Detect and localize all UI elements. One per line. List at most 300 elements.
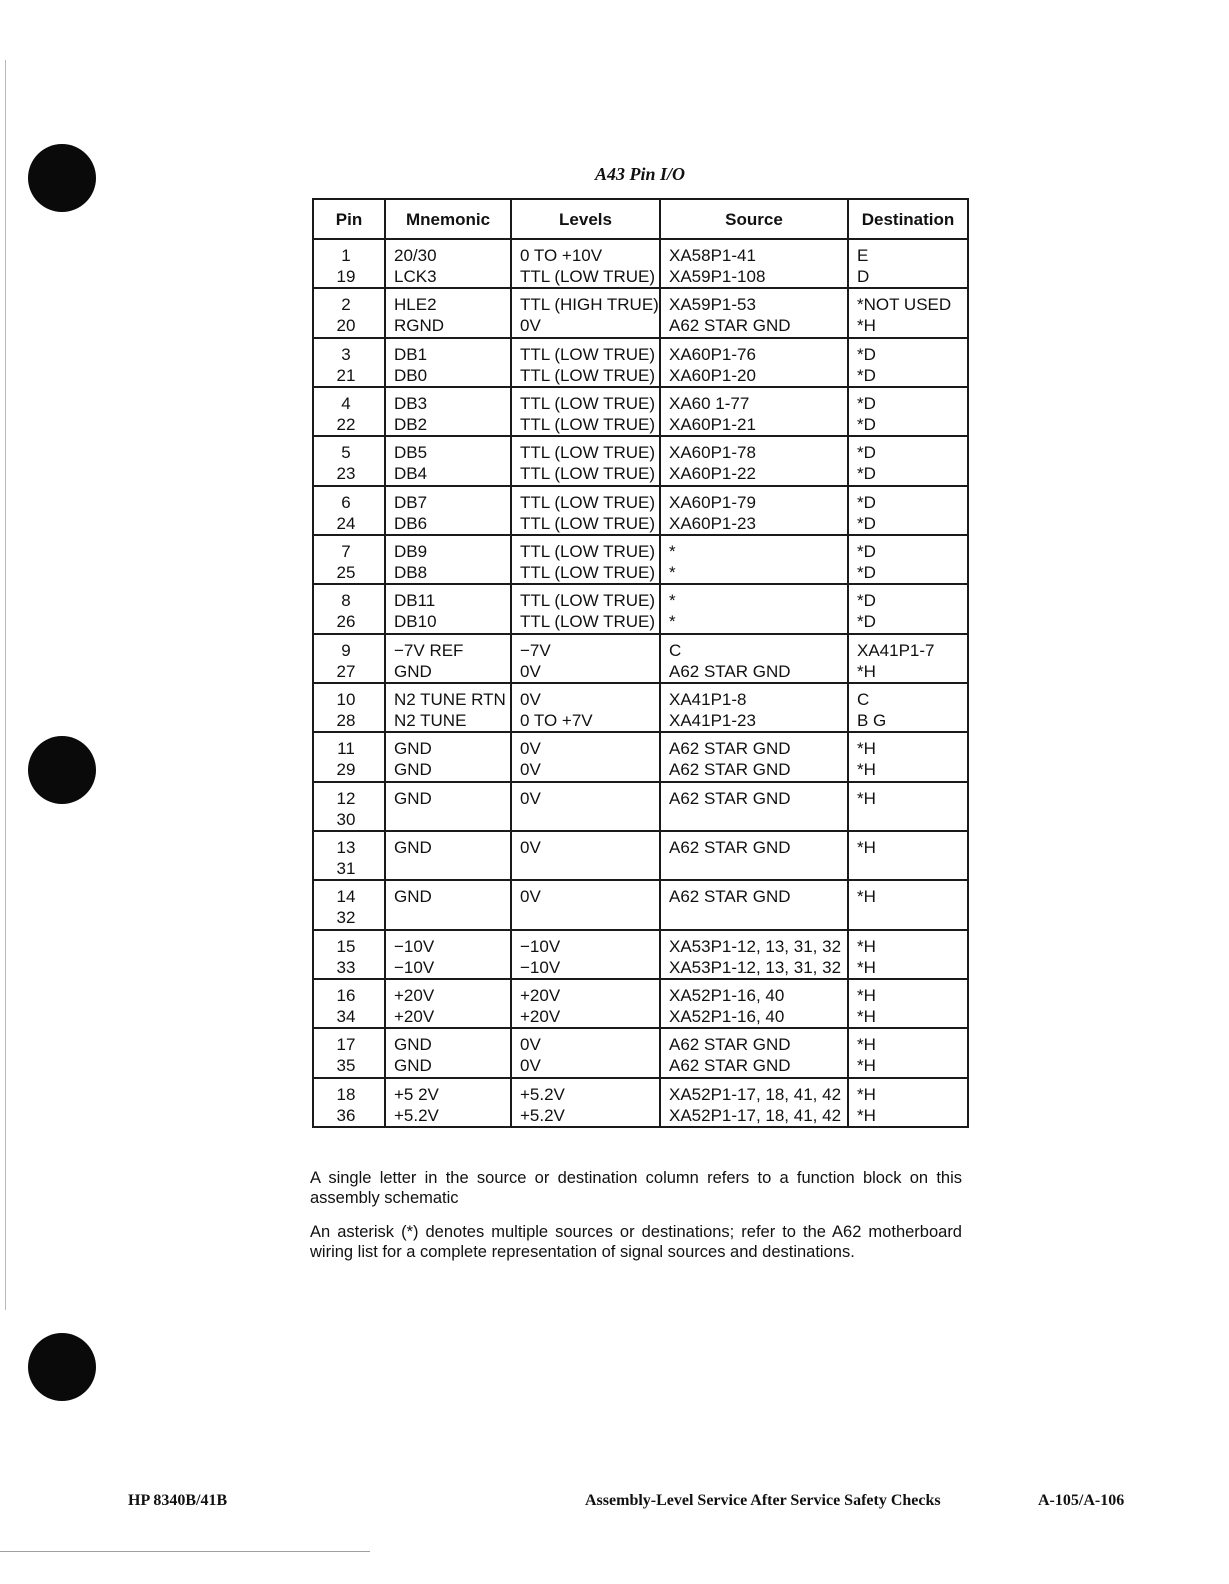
source-line: A62 STAR GND: [669, 739, 791, 759]
levels-line: TTL (LOW TRUE): [520, 513, 656, 533]
destination-cell: [848, 782, 968, 831]
mnemonic-line: RGND: [394, 316, 445, 336]
destination-cell: [848, 979, 968, 1028]
table-row: [313, 732, 968, 781]
pin-line: 34: [336, 1006, 356, 1026]
levels-line: 0V: [520, 316, 541, 336]
pin-line: 13: [336, 837, 356, 857]
pin-line: 12: [336, 788, 356, 808]
pin-cell: [313, 1078, 385, 1127]
pin-line: 31: [336, 858, 356, 878]
note-asterisk: An asterisk (*) denotes multiple sources or destinations; refer to the A62 motherboard wiring list for a complete representation of signal sources and destinations.: [310, 1223, 962, 1261]
header-levels: Levels: [511, 199, 660, 239]
destination-line: *D: [857, 591, 876, 611]
destination-cell: [848, 683, 968, 732]
destination-line: *H: [857, 316, 876, 336]
pin-cell: [313, 683, 385, 732]
mnemonic-cell: [385, 535, 511, 584]
source-line: XA60 1-77: [669, 393, 750, 413]
mnemonic-line: DB11: [394, 591, 436, 611]
source-line: [669, 809, 847, 830]
pin-cell: [313, 486, 385, 535]
pin-line: 11: [337, 739, 355, 759]
mnemonic-line: LCK3: [394, 267, 437, 286]
source-cell: [660, 584, 848, 633]
mnemonic-cell: [385, 831, 511, 880]
destination-cell: [848, 732, 968, 781]
table-row: [313, 683, 968, 732]
table-row: [313, 634, 968, 683]
levels-line: [520, 907, 659, 928]
table-row: [313, 880, 968, 929]
pin-line: 33: [336, 957, 356, 977]
destination-line: *H: [857, 985, 876, 1005]
destination-line: *H: [857, 661, 876, 681]
pin-line: 18: [336, 1084, 356, 1104]
source-line: *: [669, 612, 676, 632]
destination-line: *H: [857, 739, 876, 759]
destination-line: E: [857, 246, 869, 265]
source-line: *: [669, 591, 676, 611]
mnemonic-cell: [385, 683, 511, 732]
source-line: XA60P1-20: [669, 365, 756, 385]
footer-section-title: Assembly-Level Service After Service Safety Checks: [585, 1492, 941, 1509]
levels-cell: [511, 930, 660, 979]
levels-line: TTL (LOW TRUE): [520, 344, 656, 364]
pin-line: 9: [341, 640, 351, 660]
destination-line: *D: [857, 344, 876, 364]
mnemonic-line: HLE2: [394, 295, 437, 315]
table-row: [313, 239, 968, 288]
pin-line: 15: [336, 936, 356, 956]
levels-line: +20V: [520, 1006, 561, 1026]
mnemonic-line: [394, 858, 510, 879]
pin-line: 28: [336, 710, 356, 730]
mnemonic-line: GND: [394, 788, 432, 808]
levels-line: TTL (LOW TRUE): [520, 591, 656, 611]
levels-cell: [511, 584, 660, 633]
mnemonic-cell: [385, 930, 511, 979]
destination-line: *D: [857, 562, 876, 582]
destination-line: XA41P1-7: [857, 640, 935, 660]
levels-line: −10V: [520, 957, 561, 977]
pin-cell: [313, 436, 385, 485]
levels-line: 0 TO +10V: [520, 246, 603, 265]
mnemonic-cell: [385, 387, 511, 436]
source-line: XA59P1-53: [669, 295, 756, 315]
source-cell: [660, 436, 848, 485]
source-cell: [660, 239, 848, 288]
destination-line: [857, 809, 967, 830]
table-row: [313, 930, 968, 979]
levels-line: TTL (LOW TRUE): [520, 492, 656, 512]
levels-line: 0V: [520, 788, 541, 808]
levels-line: 0V: [520, 739, 541, 759]
destination-line: *NOT USED: [857, 295, 952, 315]
destination-line: D: [857, 267, 870, 286]
destination-line: *H: [857, 1006, 876, 1026]
source-cell: [660, 782, 848, 831]
pin-cell: [313, 387, 385, 436]
header-source: Source: [660, 199, 848, 239]
levels-line: TTL (LOW TRUE): [520, 464, 656, 484]
levels-line: [520, 809, 659, 830]
source-cell: [660, 634, 848, 683]
destination-line: *H: [857, 957, 876, 977]
table-row: [313, 831, 968, 880]
levels-line: 0V: [520, 689, 541, 709]
mnemonic-line: GND: [394, 661, 432, 681]
mnemonic-line: −10V: [394, 936, 435, 956]
pin-cell: [313, 634, 385, 683]
source-line: A62 STAR GND: [669, 1056, 791, 1076]
levels-line: 0V: [520, 1035, 541, 1055]
destination-cell: [848, 831, 968, 880]
pin-cell: [313, 782, 385, 831]
mnemonic-line: −10V: [394, 957, 435, 977]
mnemonic-line: 20/30: [394, 246, 437, 265]
mnemonic-line: DB0: [394, 365, 428, 385]
levels-line: TTL (HIGH TRUE): [520, 295, 659, 315]
source-line: *: [669, 562, 676, 582]
pin-line: 29: [336, 760, 356, 780]
source-line: XA60P1-78: [669, 443, 756, 463]
margin-line: [5, 60, 6, 1310]
destination-line: *H: [857, 1105, 876, 1125]
destination-cell: [848, 387, 968, 436]
destination-cell: [848, 930, 968, 979]
mnemonic-line: DB4: [394, 464, 428, 484]
mnemonic-line: N2 TUNE RTN: [394, 689, 506, 709]
pin-line: 27: [336, 661, 356, 681]
pin-line: 16: [336, 985, 356, 1005]
source-line: A62 STAR GND: [669, 837, 791, 857]
mnemonic-line: GND: [394, 760, 432, 780]
bottom-rule: [0, 1551, 370, 1552]
mnemonic-line: [394, 809, 510, 830]
levels-line: +20V: [520, 985, 561, 1005]
header-pin: Pin: [313, 199, 385, 239]
destination-line: *D: [857, 612, 876, 632]
source-line: XA52P1-17, 18, 41, 42: [669, 1084, 842, 1104]
destination-line: *D: [857, 365, 876, 385]
pin-line: 7: [341, 541, 351, 561]
mnemonic-cell: [385, 880, 511, 929]
source-line: A62 STAR GND: [669, 760, 791, 780]
pin-line: 6: [341, 492, 351, 512]
mnemonic-cell: [385, 634, 511, 683]
levels-cell: [511, 535, 660, 584]
levels-line: TTL (LOW TRUE): [520, 414, 656, 434]
source-line: [669, 907, 847, 928]
destination-cell: [848, 880, 968, 929]
mnemonic-cell: [385, 239, 511, 288]
source-cell: [660, 288, 848, 337]
pin-line: 4: [341, 393, 351, 413]
destination-line: *D: [857, 393, 876, 413]
mnemonic-cell: [385, 436, 511, 485]
levels-line: 0V: [520, 1056, 541, 1076]
destination-line: *H: [857, 1084, 876, 1104]
pin-cell: [313, 239, 385, 288]
destination-cell: [848, 1078, 968, 1127]
destination-line: *H: [857, 936, 876, 956]
pin-line: 35: [336, 1056, 356, 1076]
destination-cell: [848, 634, 968, 683]
source-cell: [660, 535, 848, 584]
mnemonic-cell: [385, 782, 511, 831]
mnemonic-line: +20V: [394, 1006, 435, 1026]
pin-line: 20: [336, 316, 356, 336]
table-row: [313, 979, 968, 1028]
levels-cell: [511, 239, 660, 288]
source-cell: [660, 387, 848, 436]
destination-line: [857, 858, 967, 879]
source-line: XA60P1-21: [669, 414, 756, 434]
levels-cell: [511, 683, 660, 732]
pin-cell: [313, 979, 385, 1028]
mnemonic-line: N2 TUNE: [394, 710, 467, 730]
source-line: XA60P1-76: [669, 344, 756, 364]
mnemonic-line: GND: [394, 739, 432, 759]
pin-cell: [313, 288, 385, 337]
table-row: [313, 387, 968, 436]
note-single-letter: A single letter in the source or destination column refers to a function block on this assembly schematic: [310, 1169, 962, 1207]
mnemonic-line: +5 2V: [394, 1084, 439, 1104]
table-title: A43 Pin I/O: [594, 164, 686, 184]
source-line: A62 STAR GND: [669, 887, 791, 907]
source-cell: [660, 486, 848, 535]
pin-line: 17: [336, 1035, 356, 1055]
destination-cell: [848, 535, 968, 584]
levels-line: TTL (LOW TRUE): [520, 562, 656, 582]
destination-line: [857, 907, 967, 928]
pin-line: 26: [336, 612, 356, 632]
source-cell: [660, 732, 848, 781]
levels-cell: [511, 880, 660, 929]
footer-page-number: A-105/A-106: [1038, 1492, 1125, 1509]
pin-line: 19: [336, 267, 356, 286]
table-header-row: [313, 199, 968, 239]
source-line: XA52P1-16, 40: [669, 1006, 785, 1026]
pin-line: 30: [336, 809, 356, 829]
pin-line: 3: [341, 344, 351, 364]
pin-line: 14: [336, 887, 356, 907]
source-cell: [660, 831, 848, 880]
source-line: *: [669, 541, 676, 561]
levels-cell: [511, 634, 660, 683]
destination-cell: [848, 1028, 968, 1077]
levels-line: 0 TO +7V: [520, 710, 593, 730]
pin-io-table: [312, 198, 969, 1128]
mnemonic-line: +20V: [394, 985, 435, 1005]
pin-cell: [313, 1028, 385, 1077]
levels-cell: [511, 288, 660, 337]
destination-cell: [848, 486, 968, 535]
levels-cell: [511, 387, 660, 436]
source-line: XA59P1-108: [669, 267, 766, 286]
levels-cell: [511, 486, 660, 535]
mnemonic-line: GND: [394, 1035, 432, 1055]
levels-line: TTL (LOW TRUE): [520, 612, 656, 632]
mnemonic-line: DB7: [394, 492, 428, 512]
levels-cell: [511, 436, 660, 485]
levels-line: −7V: [520, 640, 551, 660]
mnemonic-cell: [385, 584, 511, 633]
pin-line: 32: [336, 908, 356, 928]
destination-line: *H: [857, 887, 876, 907]
table-row: [313, 584, 968, 633]
source-cell: [660, 683, 848, 732]
mnemonic-line: DB8: [394, 562, 428, 582]
destination-line: C: [857, 689, 870, 709]
pin-line: 24: [336, 513, 356, 533]
destination-line: *D: [857, 443, 876, 463]
table-row: [313, 338, 968, 387]
source-line: XA58P1-41: [669, 246, 756, 265]
binder-hole: [28, 1333, 96, 1401]
levels-line: 0V: [520, 837, 541, 857]
mnemonic-line: DB2: [394, 414, 428, 434]
mnemonic-cell: [385, 288, 511, 337]
table-row: [313, 288, 968, 337]
mnemonic-line: DB9: [394, 541, 428, 561]
destination-cell: [848, 584, 968, 633]
destination-line: *H: [857, 1056, 876, 1076]
binder-hole: [28, 144, 96, 212]
pin-cell: [313, 535, 385, 584]
source-cell: [660, 979, 848, 1028]
levels-line: TTL (LOW TRUE): [520, 541, 656, 561]
destination-cell: [848, 436, 968, 485]
header-destination: Destination: [848, 199, 968, 239]
destination-line: *H: [857, 1035, 876, 1055]
levels-cell: [511, 1078, 660, 1127]
pin-cell: [313, 732, 385, 781]
source-line: XA41P1-23: [669, 710, 756, 730]
source-line: C: [669, 640, 682, 660]
levels-line: +5.2V: [520, 1105, 565, 1125]
levels-cell: [511, 338, 660, 387]
table-row: [313, 782, 968, 831]
mnemonic-line: DB10: [394, 612, 437, 632]
table-row: [313, 436, 968, 485]
pin-line: 1: [341, 246, 351, 265]
pin-line: 25: [336, 562, 356, 582]
table-row: [313, 486, 968, 535]
source-line: XA60P1-22: [669, 464, 756, 484]
pin-line: 36: [336, 1105, 356, 1125]
mnemonic-line: GND: [394, 837, 432, 857]
mnemonic-line: DB6: [394, 513, 428, 533]
footer-model: HP 8340B/41B: [128, 1492, 228, 1509]
source-line: [669, 858, 847, 879]
source-cell: [660, 880, 848, 929]
source-line: XA52P1-17, 18, 41, 42: [669, 1105, 842, 1125]
pin-line: 23: [336, 464, 356, 484]
source-line: XA53P1-12, 13, 31, 32: [669, 936, 842, 956]
source-line: XA41P1-8: [669, 689, 747, 709]
pin-cell: [313, 338, 385, 387]
levels-line: TTL (LOW TRUE): [520, 267, 656, 286]
mnemonic-cell: [385, 486, 511, 535]
levels-cell: [511, 831, 660, 880]
destination-line: *D: [857, 464, 876, 484]
levels-line: 0V: [520, 661, 541, 681]
destination-line: B G: [857, 710, 887, 730]
header-mnemonic: Mnemonic: [385, 199, 511, 239]
binder-hole: [28, 736, 96, 804]
mnemonic-line: DB5: [394, 443, 428, 463]
destination-line: *D: [857, 541, 876, 561]
source-cell: [660, 1078, 848, 1127]
source-cell: [660, 338, 848, 387]
pin-cell: [313, 584, 385, 633]
mnemonic-line: [394, 907, 510, 928]
levels-line: +5.2V: [520, 1084, 565, 1104]
pin-cell: [313, 930, 385, 979]
mnemonic-line: DB1: [394, 344, 428, 364]
levels-line: TTL (LOW TRUE): [520, 443, 656, 463]
source-cell: [660, 930, 848, 979]
table-row: [313, 1078, 968, 1127]
destination-line: *D: [857, 414, 876, 434]
levels-line: 0V: [520, 760, 541, 780]
levels-cell: [511, 732, 660, 781]
source-cell: [660, 1028, 848, 1077]
source-line: A62 STAR GND: [669, 661, 791, 681]
destination-line: *D: [857, 513, 876, 533]
mnemonic-cell: [385, 1078, 511, 1127]
pin-line: 22: [336, 414, 356, 434]
source-line: A62 STAR GND: [669, 1035, 791, 1055]
source-line: XA52P1-16, 40: [669, 985, 785, 1005]
destination-line: *H: [857, 760, 876, 780]
source-line: XA60P1-23: [669, 513, 756, 533]
levels-line: TTL (LOW TRUE): [520, 365, 656, 385]
levels-line: TTL (LOW TRUE): [520, 393, 656, 413]
pin-cell: [313, 831, 385, 880]
mnemonic-line: DB3: [394, 393, 428, 413]
table-row: [313, 1028, 968, 1077]
pin-line: 2: [341, 295, 351, 315]
mnemonic-cell: [385, 338, 511, 387]
levels-line: 0V: [520, 887, 541, 907]
mnemonic-cell: [385, 979, 511, 1028]
pin-line: 5: [341, 443, 351, 463]
levels-line: [520, 858, 659, 879]
destination-cell: [848, 338, 968, 387]
mnemonic-cell: [385, 732, 511, 781]
destination-line: *H: [857, 788, 876, 808]
levels-cell: [511, 782, 660, 831]
pin-line: 8: [341, 591, 351, 611]
pin-cell: [313, 880, 385, 929]
source-line: XA60P1-79: [669, 492, 756, 512]
pin-line: 21: [336, 365, 356, 385]
table-row: [313, 535, 968, 584]
destination-cell: [848, 239, 968, 288]
pin-line: 10: [336, 689, 356, 709]
mnemonic-line: −7V REF: [394, 640, 464, 660]
levels-cell: [511, 979, 660, 1028]
mnemonic-line: GND: [394, 1056, 432, 1076]
destination-line: *D: [857, 492, 876, 512]
mnemonic-line: GND: [394, 887, 432, 907]
mnemonic-cell: [385, 1028, 511, 1077]
source-line: A62 STAR GND: [669, 788, 791, 808]
source-line: XA53P1-12, 13, 31, 32: [669, 957, 842, 977]
